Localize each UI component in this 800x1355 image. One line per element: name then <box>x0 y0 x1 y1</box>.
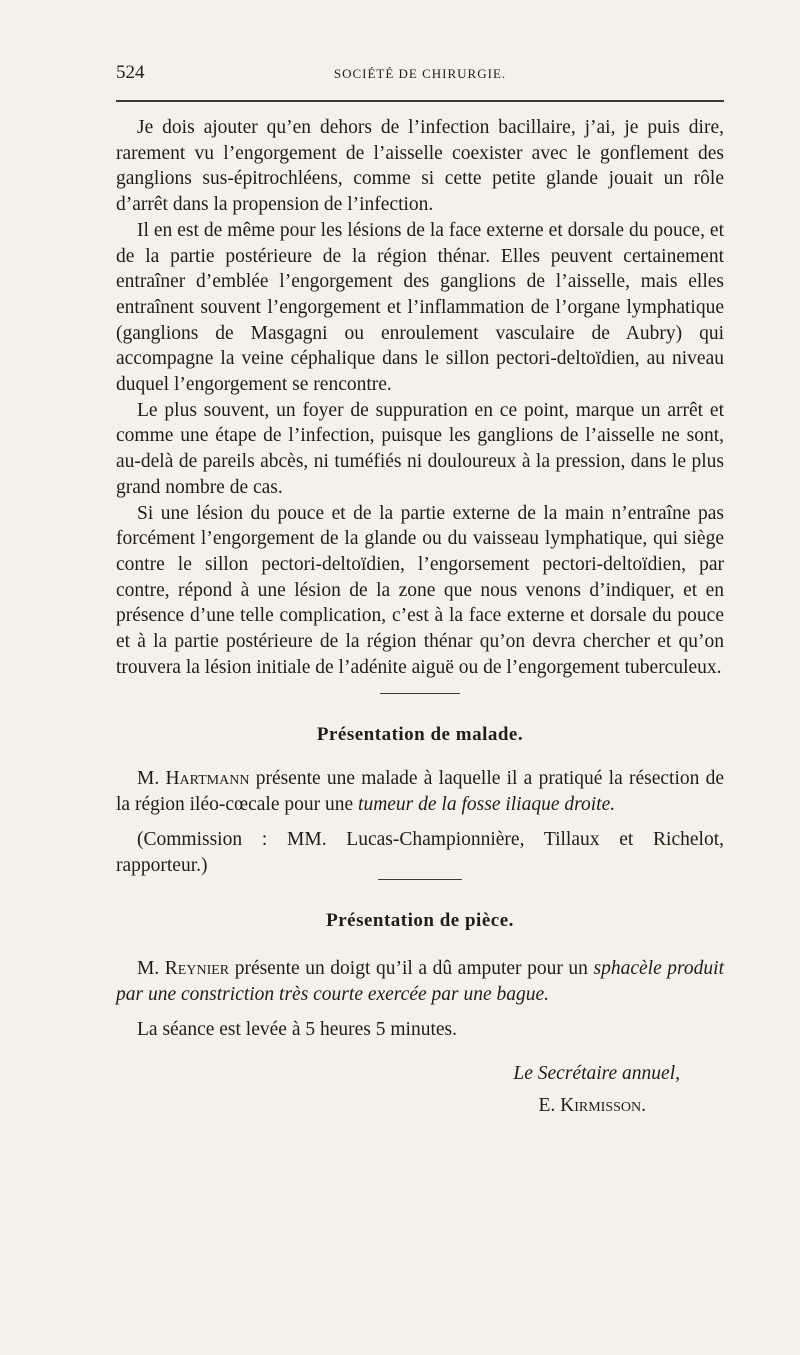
paragraph-hartmann <box>116 766 724 817</box>
commission-note: (Commission : MM. Lucas-Championnière, Tillaux et Richelot, rapporteur.) <box>116 828 724 876</box>
header-rule <box>116 100 724 102</box>
running-head: SOCIÉTÉ DE CHIRURGIE. <box>333 66 507 81</box>
speaker-name: M. Reynier <box>137 958 230 980</box>
italic-phrase: tumeur de la fosse iliaque droite. <box>358 794 616 816</box>
signature-role: Le Secrétaire annuel, <box>513 1063 680 1085</box>
page-number: 524 <box>116 62 145 83</box>
section-separator <box>380 693 460 694</box>
section-separator <box>378 879 462 880</box>
signature-name: E. Kirmisson. <box>538 1095 646 1117</box>
paragraph: Je dois ajouter qu’en dehors de l’infection bacillaire, j’ai, je puis dire, rarement vu l’engorgement de l’aisselle coexister avec le gonflement des ganglions sus-épitrochléens, comme si cette petite glande jouait un rôle d’arrêt dans la propension de l’infection. <box>116 117 724 216</box>
closing-line: La séance est levée à 5 heures 5 minutes. <box>137 1018 457 1040</box>
body-text <box>116 115 724 1120</box>
paragraph-reynier <box>116 956 724 1007</box>
speaker-name: M. Hartmann <box>137 768 250 790</box>
paragraph-text: présente une malade à laquelle il a pratiqué la résection de la région iléo-cœcale pour une <box>116 768 724 816</box>
italic-phrase: sphacèle produit par une constriction très courte exercée par une bague. <box>116 958 725 1005</box>
paragraph-text: présente un doigt qu’il a dû amputer pour un <box>229 958 594 980</box>
section-title-malade: Présentation de malade. <box>316 724 524 746</box>
paragraph: Il en est de même pour les lésions de la face externe et dorsale du pouce, et de la partie postérieure de la région thénar. Elles peuvent certainement entraîner d’emblée l’engorgement des ganglions de l’aisselle, mais elles entraînent souvent l’engorgement et l’inflammation de l’organe lymphatique (ganglions de Masgagni ou enroulement vasculaire de Aubry) qui accompagne la veine céphalique dans le sillon pectori-deltoïdien, au niveau duquel l’engorgement se rencontre. <box>116 219 724 396</box>
paragraph: Le plus souvent, un foyer de suppuration en ce point, marque un arrêt et comme une étape de l’infection, puisque les ganglions de l’aisselle ne sont, au-delà de pareils abcès, ni tuméfiés ni douloureux à la pression, dans le plus grand nombre de cas. <box>116 399 724 498</box>
paragraph: Si une lésion du pouce et de la partie externe de la main n’entraîne pas forcément l’engorgement de la glande ou du vaisseau lymphatique, qui siège contre le sillon pectori-deltoïdien, l’engorsement pectori-deltoïdien, par contre, répond à une lésion de la zone que nous venons d’indiquer, et en présence d’une telle complication, c’est à la face externe et dorsale du pouce et à la partie postérieure de la région thénar qu’on devra chercher et qu’on trouvera la lésion initiale de l’adénite aiguë ou de l’engorgement tuberculeux. <box>116 502 724 678</box>
page-header <box>116 60 724 90</box>
section-title-piece: Présentation de pièce. <box>326 910 514 932</box>
